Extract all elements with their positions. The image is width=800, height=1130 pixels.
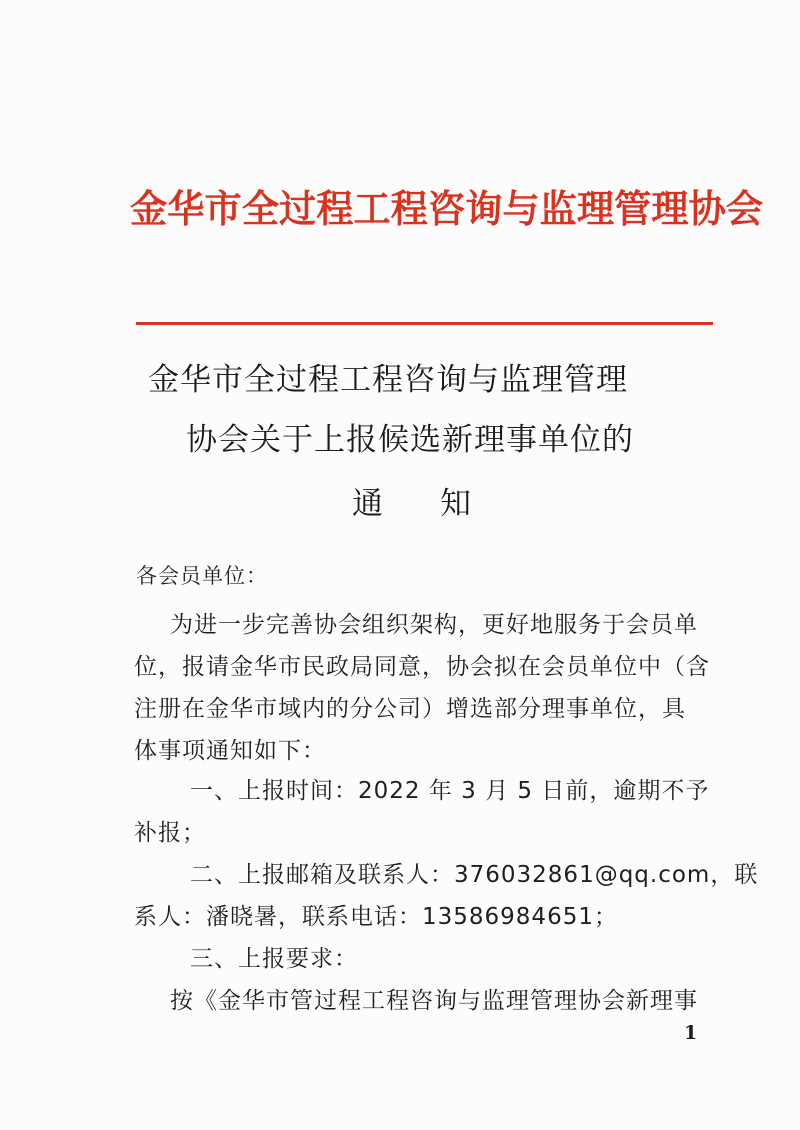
body-line: 体事项通知如下： <box>134 738 326 764</box>
body-line: 为进一步完善协会组织架构，更好地服务于会员单 <box>170 612 698 638</box>
body-line: 二、上报邮箱及联系人：376032861@qq.com，联 <box>190 862 759 888</box>
notice-title-word-1: 通 <box>352 486 384 522</box>
letterhead-org-name: 金华市全过程工程咨询与监理管理协会 <box>130 186 764 231</box>
page-number: 1 <box>684 1022 698 1044</box>
notice-title-word-2: 知 <box>440 486 472 522</box>
body-line: 补报； <box>134 820 206 846</box>
body-line: 注册在金华市域内的分公司）增选部分理事单位，具 <box>134 696 686 722</box>
salutation: 各会员单位： <box>136 564 268 588</box>
body-line: 三、上报要求： <box>190 946 358 972</box>
body-line: 位，报请金华市民政局同意，协会拟在会员单位中（含 <box>134 654 710 680</box>
notice-title-line-3 <box>352 478 472 523</box>
notice-title-line-2: 协会关于上报候选新理事单位的 <box>186 422 634 458</box>
body-line: 系人：潘晓暑，联系电话：13586984651； <box>134 904 618 930</box>
letterhead-divider <box>136 322 713 325</box>
body-line: 按《金华市管过程工程咨询与监理管理协会新理事 <box>170 988 698 1014</box>
body-line: 一、上报时间：2022 年 3 月 5 日前，逾期不予 <box>190 778 710 804</box>
notice-title-line-1: 金华市全过程工程咨询与监理管理 <box>148 362 628 398</box>
